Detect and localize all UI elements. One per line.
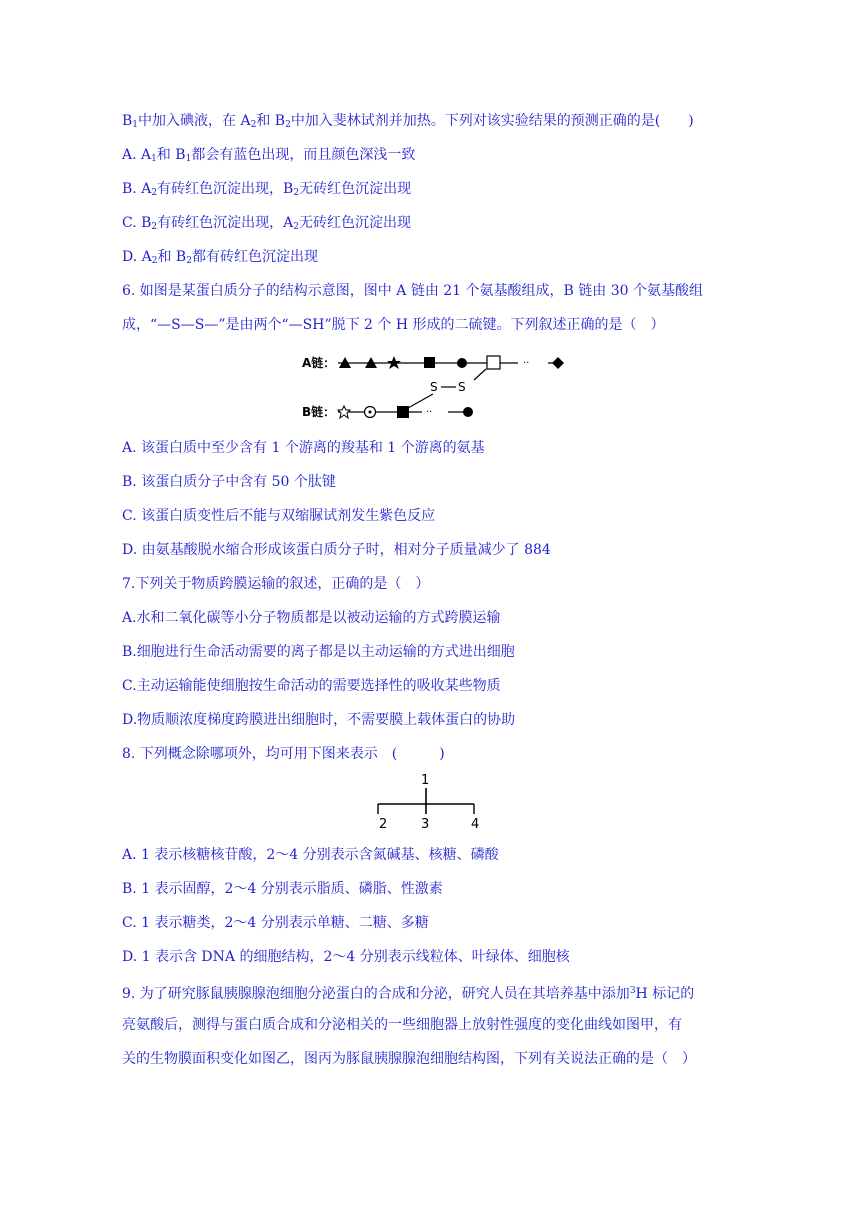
q5-stem-line: $B_1$中加入碘液，在 $A_2$和 $B_2$中加入斐林试剂并加热。下列对该实验结果的预测正确的是( ): [122, 113, 694, 130]
q9-stem-line-3: 关的生物膜面积变化如图乙，图丙为豚鼠胰腺腺泡细胞结构图，下列有关说法正确的是（ ）: [122, 1051, 696, 1067]
q7-stem: 7.下列关于物质跨膜运输的叙述，正确的是（ ）: [122, 576, 430, 592]
tree-node-2: 2: [379, 817, 388, 832]
circle-residue-icon: [463, 407, 473, 417]
q7-option-b: B.细胞进行生命活动需要的离子都是以主动运输的方式进出细胞: [122, 644, 515, 660]
q7-option-a: A.水和二氧化碳等小分子物质都是以被动运输的方式跨膜运输: [122, 610, 501, 626]
q5-option-d: D. $A_2$和 $B_2$都有砖红色沉淀出现: [122, 249, 318, 266]
q8-option-b: B. 1 表示固醇，2～4 分别表示脂质、磷脂、性激素: [122, 881, 443, 897]
tree-node-1: 1: [421, 773, 430, 788]
sulfur-atom-2: S: [458, 380, 466, 394]
q9-stem-line-2: 亮氨酸后，测得与蛋白质合成和分泌相关的一些细胞器上放射性强度的变化曲线如图甲，有: [122, 1017, 682, 1033]
protein-structure-svg: [300, 352, 580, 422]
disulfide-link-lower: [408, 394, 433, 408]
dotted-circle-center: [369, 411, 372, 414]
square-residue-icon: [424, 357, 435, 368]
q6-option-d: D. 由氨基酸脱水缩合形成该蛋白质分子时，相对分子质量减少了 884: [122, 542, 551, 558]
q8-option-c: C. 1 表示糖类，2～4 分别表示单糖、二糖、多糖: [122, 915, 429, 931]
q7-option-d: D.物质顺浓度梯度跨膜进出细胞时，不需要膜上载体蛋白的协助: [122, 712, 516, 728]
q6-stem-line-1: 6. 如图是某蛋白质分子的结构示意图，图中 A 链由 21 个氨基酸组成，B 链由 30 个氨基酸组: [122, 283, 703, 299]
square-residue-icon: [397, 406, 409, 418]
q8-option-a: A. 1 表示核糖核苷酸，2～4 分别表示含氮碱基、核糖、磷酸: [122, 847, 499, 863]
tree-node-4: 4: [471, 817, 480, 832]
q5-option-c: C. $B_2$有砖红色沉淀出现，$A_2$无砖红色沉淀出现: [122, 215, 411, 232]
protein-structure-figure: [300, 352, 580, 422]
chain-a-label: A链：: [302, 356, 336, 370]
concept-tree-figure: [370, 770, 490, 832]
q6-option-b: B. 该蛋白质分子中含有 50 个肽键: [122, 474, 336, 490]
concept-tree-svg: [370, 770, 490, 832]
q7-option-c: C.主动运输能使细胞按生命活动的需要选择性的吸收某些物质: [122, 678, 501, 694]
q6-option-c: C. 该蛋白质变性后不能与双缩脲试剂发生紫色反应: [122, 508, 436, 524]
chain-a-dots: ··: [523, 358, 530, 369]
open-star-residue-icon: [338, 406, 350, 418]
open-square-residue-icon: [487, 356, 500, 369]
q5-option-b: B. $A_2$有砖红色沉淀出现，$B_2$无砖红色沉淀出现: [122, 181, 412, 198]
q8-option-d: D. 1 表示含 DNA 的细胞结构，2～4 分别表示线粒体、叶绿体、细胞核: [122, 949, 570, 965]
circle-residue-icon: [457, 358, 467, 368]
tree-node-3: 3: [421, 817, 430, 832]
chain-b-dots: ··: [426, 407, 433, 418]
chain-b-label: B链：: [302, 405, 336, 419]
q9-stem-line-1: 9. 为了研究豚鼠胰腺腺泡细胞分泌蛋白的合成和分泌，研究人员在其培养基中添加$^3$H 标记的: [122, 986, 695, 1002]
star-residue-icon: [387, 356, 401, 369]
disulfide-link-upper: [474, 369, 486, 380]
sulfur-atom-1: S: [430, 380, 438, 394]
q6-stem-line-2: 成，“—S—S—”是由两个“—SH”脱下 2 个 H 形成的二硫键。下列叙述正确的是（ ）: [122, 317, 665, 333]
q8-stem: 8. 下列概念除哪项外，均可用下图来表示 ( ): [122, 746, 445, 762]
q6-option-a: A. 该蛋白质中至少含有 1 个游离的羧基和 1 个游离的氨基: [122, 440, 485, 456]
q5-option-a: A. $A_1$和 $B_1$都会有蓝色出现，而且颜色深浅一致: [122, 147, 416, 164]
diamond-residue-icon: [552, 357, 564, 369]
